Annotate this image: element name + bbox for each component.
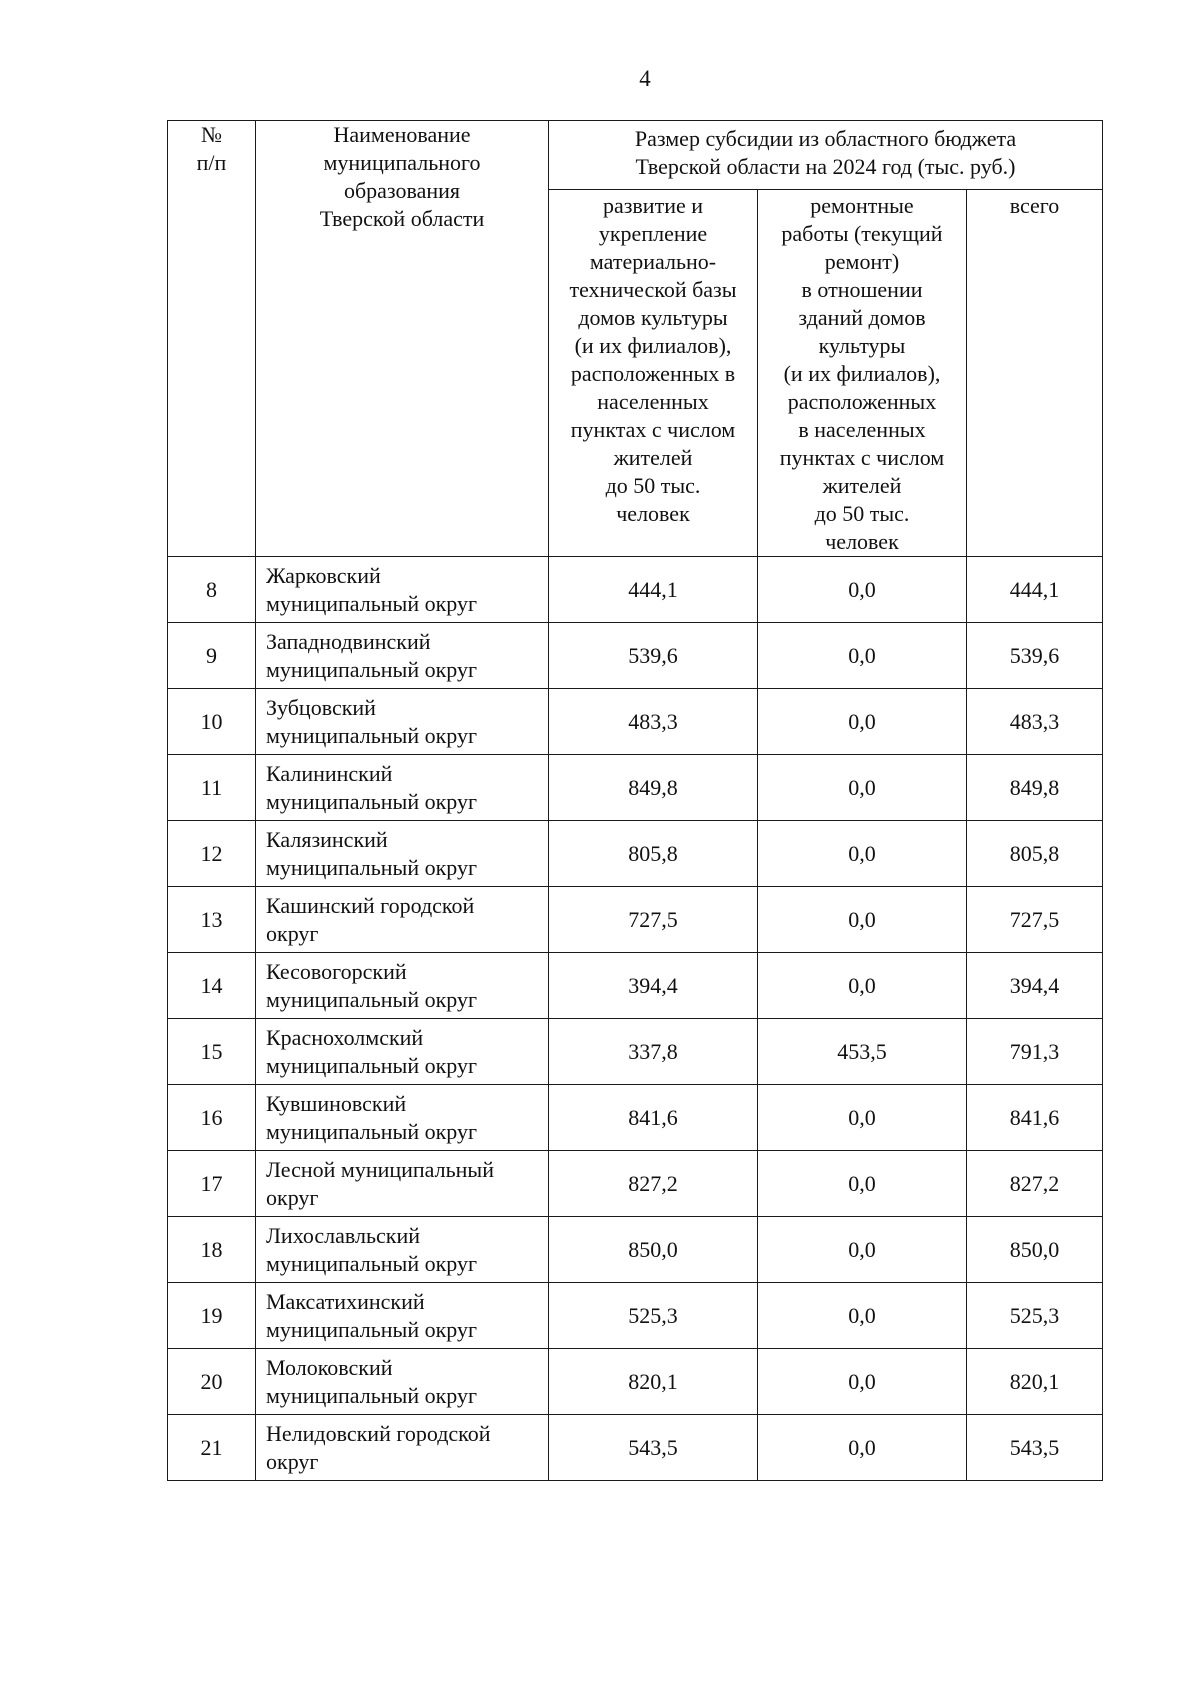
row-number-cell-text: 18 [200,1236,223,1262]
row-number-cell [168,1349,256,1415]
municipality-name-cell [256,623,549,689]
header-total-label: всего [1009,193,1060,218]
repair-amount-cell-text: 0,0 [848,576,876,602]
development-amount-cell [549,1019,758,1085]
repair-amount-cell [758,1283,967,1349]
repair-amount-cell-text: 0,0 [848,906,876,932]
total-amount-cell-text: 727,5 [1009,906,1060,932]
subsidy-table [167,120,1103,1481]
development-amount-cell-text: 444,1 [628,576,678,602]
repair-amount-cell [758,623,967,689]
total-amount-cell [967,1085,1103,1151]
development-amount-cell-text: 543,5 [628,1434,678,1460]
total-amount-cell [967,557,1103,623]
municipality-name-cell [256,1151,549,1217]
municipality-name-cell [256,689,549,755]
header-name [256,121,549,557]
repair-amount-cell-text: 0,0 [848,1236,876,1262]
repair-amount-cell [758,1217,967,1283]
municipality-name-cell-text: Западнодвинский муниципальный округ [266,628,478,682]
repair-amount-cell [758,821,967,887]
table-row [168,755,1103,821]
total-amount-cell [967,1019,1103,1085]
development-amount-cell [549,953,758,1019]
repair-amount-cell-text: 0,0 [848,1170,876,1196]
repair-amount-cell [758,1151,967,1217]
development-amount-cell [549,1217,758,1283]
development-amount-cell-text: 850,0 [628,1236,678,1262]
repair-amount-cell-text: 0,0 [848,1368,876,1394]
total-amount-cell-text: 525,3 [1009,1302,1060,1328]
municipality-name-cell [256,953,549,1019]
table-row [168,821,1103,887]
row-number-cell-text: 19 [200,1302,223,1328]
row-number-cell-text: 21 [200,1434,223,1460]
total-amount-cell [967,1151,1103,1217]
row-number-cell [168,689,256,755]
development-amount-cell [549,557,758,623]
table-row [168,953,1103,1019]
development-amount-cell [549,887,758,953]
row-number-cell [168,755,256,821]
total-amount-cell [967,1415,1103,1481]
total-amount-cell [967,755,1103,821]
table-row [168,1085,1103,1151]
repair-amount-cell-text: 0,0 [848,1434,876,1460]
total-amount-cell [967,887,1103,953]
total-amount-cell-text: 543,5 [1009,1434,1060,1460]
repair-amount-cell-text: 0,0 [848,972,876,998]
municipality-name-cell [256,887,549,953]
repair-amount-cell [758,689,967,755]
municipality-name-cell-text: Краснохолмский муниципальный округ [266,1024,478,1078]
total-amount-cell-text: 850,0 [1009,1236,1060,1262]
municipality-name-cell-text: Кашинский городской округ [266,892,475,946]
header-repair-label: ремонтные работы (текущий ремонт) в отношении зданий домов культуры (и их филиалов), расположенных в населенных пунктах с числом жителей до 50 тыс. человек [779,193,945,554]
repair-amount-cell-text: 453,5 [837,1038,887,1064]
page-number: 4 [639,66,651,91]
header-num [168,121,256,557]
repair-amount-cell-text: 0,0 [848,642,876,668]
table-row [168,1019,1103,1085]
row-number-cell [168,953,256,1019]
municipality-name-cell-text: Калязинский муниципальный округ [266,826,478,880]
development-amount-cell [549,755,758,821]
development-amount-cell [549,1085,758,1151]
total-amount-cell-text: 791,3 [1009,1038,1060,1064]
development-amount-cell-text: 394,4 [628,972,678,998]
total-amount-cell-text: 849,8 [1009,774,1060,800]
development-amount-cell-text: 483,3 [628,708,678,734]
total-amount-cell [967,623,1103,689]
development-amount-cell-text: 820,1 [628,1368,678,1394]
total-amount-cell-text: 483,3 [1009,708,1060,734]
municipality-name-cell-text: Максатихинский муниципальный округ [266,1288,478,1342]
development-amount-cell-text: 827,2 [628,1170,678,1196]
repair-amount-cell-text: 0,0 [848,1104,876,1130]
municipality-name-cell-text: Лихославльский муниципальный округ [266,1222,478,1276]
row-number-cell [168,557,256,623]
row-number-cell [168,623,256,689]
header-name-label: Наименование муниципального образования Тверской области [319,122,485,231]
header-total [967,190,1103,557]
header-group-label: Размер субсидии из областного бюджета Тверской области на 2024 год (тыс. руб.) [634,126,1017,179]
row-number-cell-text: 11 [200,774,223,800]
repair-amount-cell-text: 0,0 [848,708,876,734]
table-row [168,557,1103,623]
municipality-name-cell-text: Кувшиновский муниципальный округ [266,1090,478,1144]
development-amount-cell [549,1349,758,1415]
row-number-cell-text: 15 [200,1038,223,1064]
row-number-cell [168,821,256,887]
repair-amount-cell [758,1019,967,1085]
repair-amount-cell [758,755,967,821]
total-amount-cell [967,1349,1103,1415]
municipality-name-cell-text: Зубцовский муниципальный округ [266,694,478,748]
total-amount-cell [967,689,1103,755]
municipality-name-cell-text: Калининский муниципальный округ [266,760,478,814]
header-num-label: № п/п [196,122,227,175]
development-amount-cell-text: 525,3 [628,1302,678,1328]
row-number-cell [168,1283,256,1349]
row-number-cell-text: 8 [206,576,217,602]
development-amount-cell [549,1283,758,1349]
total-amount-cell-text: 827,2 [1009,1170,1060,1196]
municipality-name-cell [256,1349,549,1415]
table-row [168,1217,1103,1283]
repair-amount-cell [758,557,967,623]
municipality-name-cell-text: Молоковский муниципальный округ [266,1354,478,1408]
row-number-cell-text: 9 [206,642,217,668]
header-development-label: развитие и укрепление материально- технической базы домов культуры (и их филиалов), расположенных в населенных пунктах с числом жителей до 50 тыс. человек [569,193,737,526]
table-row [168,1283,1103,1349]
row-number-cell [168,1415,256,1481]
total-amount-cell [967,821,1103,887]
row-number-cell-text: 13 [200,906,223,932]
table-row [168,1415,1103,1481]
header-repair [758,190,967,557]
table-row [168,1349,1103,1415]
table-row [168,1151,1103,1217]
header-development [549,190,758,557]
total-amount-cell-text: 841,6 [1009,1104,1060,1130]
repair-amount-cell [758,887,967,953]
municipality-name-cell-text: Нелидовский городской округ [266,1420,491,1474]
municipality-name-cell [256,1217,549,1283]
development-amount-cell-text: 805,8 [628,840,678,866]
row-number-cell [168,1019,256,1085]
table-row [168,887,1103,953]
municipality-name-cell [256,1085,549,1151]
municipality-name-cell [256,557,549,623]
development-amount-cell [549,1415,758,1481]
development-amount-cell [549,623,758,689]
total-amount-cell-text: 820,1 [1009,1368,1060,1394]
row-number-cell-text: 12 [200,840,223,866]
row-number-cell-text: 10 [200,708,223,734]
repair-amount-cell-text: 0,0 [848,1302,876,1328]
municipality-name-cell-text: Лесной муниципальный округ [266,1156,494,1210]
development-amount-cell [549,1151,758,1217]
row-number-cell-text: 20 [200,1368,223,1394]
row-number-cell [168,1151,256,1217]
total-amount-cell-text: 539,6 [1009,642,1060,668]
development-amount-cell-text: 337,8 [628,1038,678,1064]
development-amount-cell-text: 841,6 [628,1104,678,1130]
total-amount-cell-text: 444,1 [1009,576,1060,602]
development-amount-cell [549,821,758,887]
total-amount-cell-text: 805,8 [1009,840,1060,866]
municipality-name-cell [256,1283,549,1349]
repair-amount-cell [758,1415,967,1481]
header-group [549,121,1103,190]
total-amount-cell-text: 394,4 [1009,972,1060,998]
repair-amount-cell [758,1085,967,1151]
municipality-name-cell [256,1415,549,1481]
municipality-name-cell [256,1019,549,1085]
municipality-name-cell-text: Кесовогорский муниципальный округ [266,958,478,1012]
repair-amount-cell-text: 0,0 [848,774,876,800]
row-number-cell [168,1217,256,1283]
repair-amount-cell [758,1349,967,1415]
total-amount-cell [967,1217,1103,1283]
table-row [168,623,1103,689]
row-number-cell [168,887,256,953]
municipality-name-cell [256,755,549,821]
row-number-cell-text: 17 [200,1170,223,1196]
table-header-row [168,121,1103,190]
development-amount-cell-text: 727,5 [628,906,678,932]
row-number-cell-text: 14 [200,972,223,998]
table-row [168,689,1103,755]
repair-amount-cell-text: 0,0 [848,840,876,866]
total-amount-cell [967,953,1103,1019]
repair-amount-cell [758,953,967,1019]
total-amount-cell [967,1283,1103,1349]
development-amount-cell-text: 849,8 [628,774,678,800]
row-number-cell-text: 16 [200,1104,223,1130]
development-amount-cell [549,689,758,755]
municipality-name-cell-text: Жарковский муниципальный округ [266,562,478,616]
development-amount-cell-text: 539,6 [628,642,678,668]
municipality-name-cell [256,821,549,887]
row-number-cell [168,1085,256,1151]
